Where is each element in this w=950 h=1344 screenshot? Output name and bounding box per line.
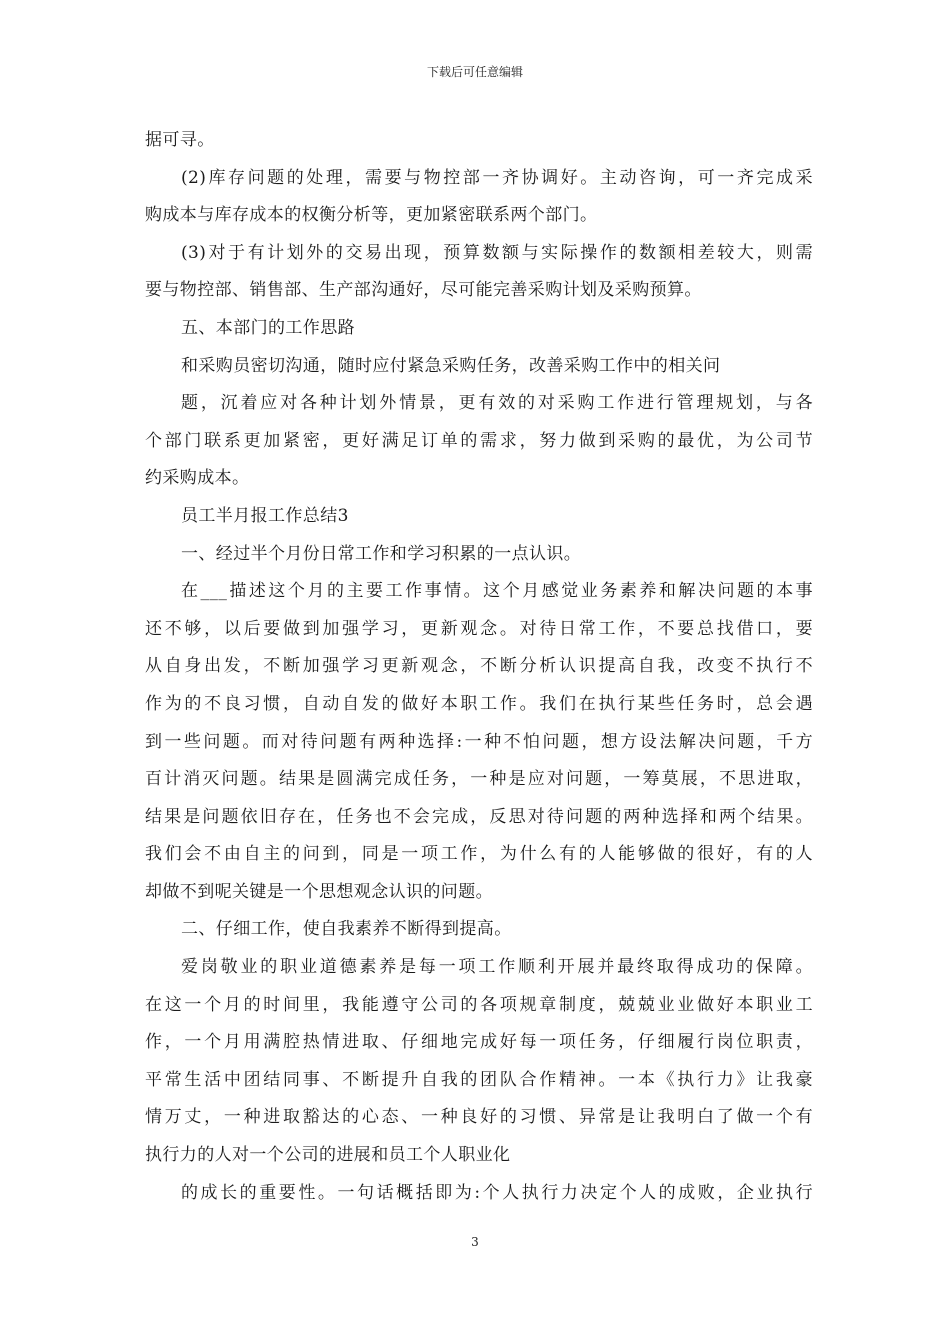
text-line: 购成本与库存成本的权衡分析等，更加紧密联系两个部门。 bbox=[145, 205, 598, 226]
text-line: (2)库存问题的处理，需要与物控部一齐协调好。主动咨询，可一齐完成采 bbox=[181, 167, 813, 188]
text-line: 个部门联系更加紧密，更好满足订单的需求，努力做到采购的最优，为公司节 bbox=[145, 430, 813, 451]
text-line: 一、经过半个月份日常工作和学习积累的一点认识。 bbox=[181, 543, 582, 564]
text-line: 在___描述这个月的主要工作事情。这个月感觉业务素养和解决问题的本事 bbox=[181, 581, 813, 602]
text-line: 从自身出发，不断加强学习更新观念，不断分析认识提高自我，改变不执行不 bbox=[145, 656, 813, 677]
text-line: 二、仔细工作，使自我素养不断得到提高。 bbox=[181, 919, 512, 940]
text-line: 情万丈，一种进取豁达的心态、一种良好的习惯、异常是让我明白了做一个有 bbox=[145, 1107, 813, 1128]
page-header: 下载后可任意编辑 bbox=[426, 65, 523, 79]
document-body bbox=[145, 122, 813, 1212]
text-line: 执行力的人对一个公司的进展和员工个人职业化 bbox=[145, 1145, 511, 1166]
text-line: 百计消灭问题。结果是圆满完成任务，一种是应对问题，一筹莫展，不思进取， bbox=[145, 769, 813, 790]
text-line: 作为的不良习惯，自动自发的做好本职工作。我们在执行某些任务时，总会遇 bbox=[145, 693, 813, 714]
page-number: 3 bbox=[471, 1235, 479, 1249]
text-line: 的成长的重要性。一句话概括即为:个人执行力决定个人的成败，企业执行 bbox=[181, 1182, 813, 1203]
text-line: 要与物控部、销售部、生产部沟通好，尽可能完善采购计划及采购预算。 bbox=[145, 280, 702, 301]
text-line: 结果是问题依旧存在，任务也不会完成，反思对待问题的两种选择和两个结果。 bbox=[145, 806, 813, 827]
text-line: 在这一个月的时间里，我能遵守公司的各项规章制度，兢兢业业做好本职业工 bbox=[145, 994, 813, 1015]
text-line: 还不够，以后要做到加强学习，更新观念。对待日常工作，不要总找借口，要 bbox=[145, 618, 813, 639]
text-line: 却做不到呢关键是一个思想观念认识的问题。 bbox=[145, 881, 493, 902]
text-line: 作，一个月用满腔热情进取、仔细地完成好每一项任务，仔细履行岗位职责， bbox=[145, 1032, 813, 1053]
text-line: 题，沉着应对各种计划外情景，更有效的对采购工作进行管理规划，与各 bbox=[181, 393, 813, 414]
text-line: (3)对于有计划外的交易出现，预算数额与实际操作的数额相差较大，则需 bbox=[181, 242, 813, 263]
text-line: 据可寻。 bbox=[145, 130, 215, 150]
text-line: 到一些问题。而对待问题有两种选择:一种不怕问题，想方设法解决问题，千方 bbox=[145, 731, 813, 752]
text-line: 员工半月报工作总结3 bbox=[181, 505, 349, 526]
text-line: 约采购成本。 bbox=[145, 468, 250, 489]
text-line: 爱岗敬业的职业道德素养是每一项工作顺利开展并最终取得成功的保障。 bbox=[181, 957, 813, 978]
text-line: 五、本部门的工作思路 bbox=[181, 317, 355, 338]
text-line: 我们会不由自主的问到，同是一项工作，为什么有的人能够做的很好，有的人 bbox=[145, 844, 813, 865]
text-line: 平常生活中团结同事、不断提升自我的团队合作精神。一本《执行力》让我豪 bbox=[145, 1069, 813, 1090]
text-line: 和采购员密切沟通，随时应付紧急采购任务，改善采购工作中的相关问 bbox=[181, 355, 721, 376]
